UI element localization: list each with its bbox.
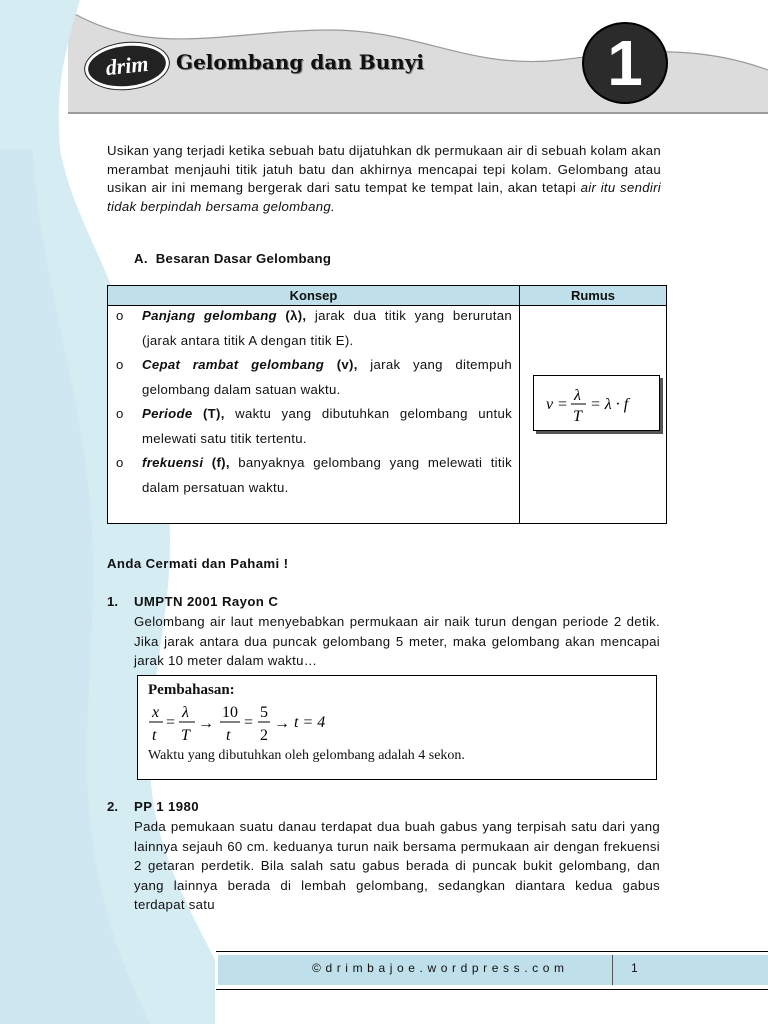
formula-lhs: v	[546, 396, 554, 413]
concept-item-panjang-gelombang	[116, 303, 512, 353]
solution-equation	[146, 702, 406, 746]
eq-lambda: λ	[182, 704, 189, 721]
concept-term: Periode	[142, 406, 193, 421]
bullet-icon: o	[116, 406, 124, 421]
chapter-number-badge: 1	[582, 22, 668, 104]
concept-symbol: (T),	[202, 406, 225, 421]
drim-logo: drim	[86, 42, 168, 90]
formula-den: T	[573, 408, 582, 425]
eq-5: 5	[260, 704, 268, 721]
question-2-heading: PP 1 1980	[134, 799, 199, 814]
formula-eq: =	[558, 396, 568, 413]
concept-item-frekuensi	[116, 450, 512, 500]
concept-desc: waktu yang dibutuhkan gelombang untuk melewati satu titik tertentu.	[142, 406, 513, 446]
eq-t: t	[152, 727, 157, 744]
concept-symbol: (f),	[211, 455, 230, 470]
solution-answer: Waktu yang dibutuhkan oleh gelombang adalah 4 sekon.	[148, 748, 465, 763]
question-2-number: 2.	[107, 799, 118, 814]
section-a-label: A.	[134, 251, 148, 266]
arrow-icon: →	[274, 715, 290, 732]
formula-svg	[534, 376, 659, 430]
table-divider	[519, 305, 520, 523]
footer-top-rule	[216, 951, 768, 952]
page-number: 1	[631, 961, 638, 975]
bullet-icon: o	[116, 308, 124, 323]
question-2-text: Pada pemukaan suatu danau terdapat dua buah gabus yang terpisah satu dari yang lainnya sejauh 60 cm. keduanya turun naik bersama permukaan air dengan frekuensi 2 getaran perdetik. Bila salah satu gabus berada di puncak bukit gelombang, dan yang lainnya berada di lembah gelombang, sedangkan diantara kedua gabus terdapat satu	[134, 819, 660, 912]
table-header-rumus: Rumus	[520, 286, 666, 306]
concept-desc: banyaknya gelombang yang melewati titik dalam persatuan waktu.	[142, 455, 513, 495]
concept-symbol: (λ),	[285, 308, 307, 323]
concept-symbol: (v),	[336, 357, 358, 372]
eq-equals: =	[166, 714, 176, 731]
formula-rhs: = λ · f	[590, 396, 629, 413]
eq-2: 2	[260, 727, 268, 744]
question-1-heading: UMPTN 2001 Rayon C	[134, 594, 279, 609]
arrow-icon: →	[198, 715, 214, 732]
question-1-text: Gelombang air laut menyebabkan permukaan air naik turun dengan periode 2 detik. Jika jarak antara dua puncak gelombang 5 meter, maka gelombang akan mencapai jarak 10 meter dalam waktu…	[134, 614, 660, 668]
intro-italic-text: air itu sendiri tidak berpindah bersama gelombang.	[107, 180, 661, 214]
concept-term: Panjang gelombang	[142, 308, 277, 323]
intro-paragraph	[107, 142, 661, 216]
eq-t2: t	[226, 727, 231, 744]
footer-separator	[612, 955, 613, 985]
eq-T: T	[181, 727, 190, 744]
concept-item-periode	[116, 401, 512, 451]
eq-result: t = 4	[294, 714, 326, 731]
table-header-konsep: Konsep	[108, 286, 520, 306]
cermati-heading: Anda Cermati dan Pahami !	[107, 556, 289, 571]
concept-term: Cepat rambat gelombang	[142, 357, 325, 372]
eq-equals-2: =	[244, 714, 254, 731]
section-a-title: Besaran Dasar Gelombang	[155, 251, 332, 266]
section-a-heading	[134, 251, 331, 266]
bullet-icon: o	[116, 357, 124, 372]
concept-table	[107, 285, 667, 524]
solution-box	[137, 675, 657, 780]
chapter-title: Gelombang dan Bunyi	[176, 50, 424, 74]
concept-item-cepat-rambat	[116, 352, 512, 402]
solution-title: Pembahasan:	[148, 682, 235, 698]
formula-num: λ	[574, 387, 581, 404]
intro-text: Usikan yang terjadi ketika sebuah batu dijatuhkan dk permukaan air di sebuah kolam akan merambat menjauhi titik jatuh batu dan akhirnya mencapai tepi kolam. Gelombang atau usikan air ini memang bergerak dari satu tempat ke tempat lain, akan tetapi	[107, 143, 661, 196]
eq-x: x	[152, 704, 160, 721]
bullet-icon: o	[116, 455, 124, 470]
concept-desc: jarak dua titik yang berurutan (jarak antara titik A dengan titik E).	[142, 308, 512, 348]
wave-speed-formula	[533, 375, 660, 431]
footer-url: ©drimbajoe.wordpress.com	[312, 961, 569, 975]
concept-desc: jarak yang ditempuh gelombang dalam satuan waktu.	[142, 357, 512, 397]
footer-bottom-rule	[216, 989, 768, 990]
question-1-number: 1.	[107, 594, 118, 609]
eq-10: 10	[222, 704, 238, 721]
concept-term: frekuensi	[142, 455, 204, 470]
